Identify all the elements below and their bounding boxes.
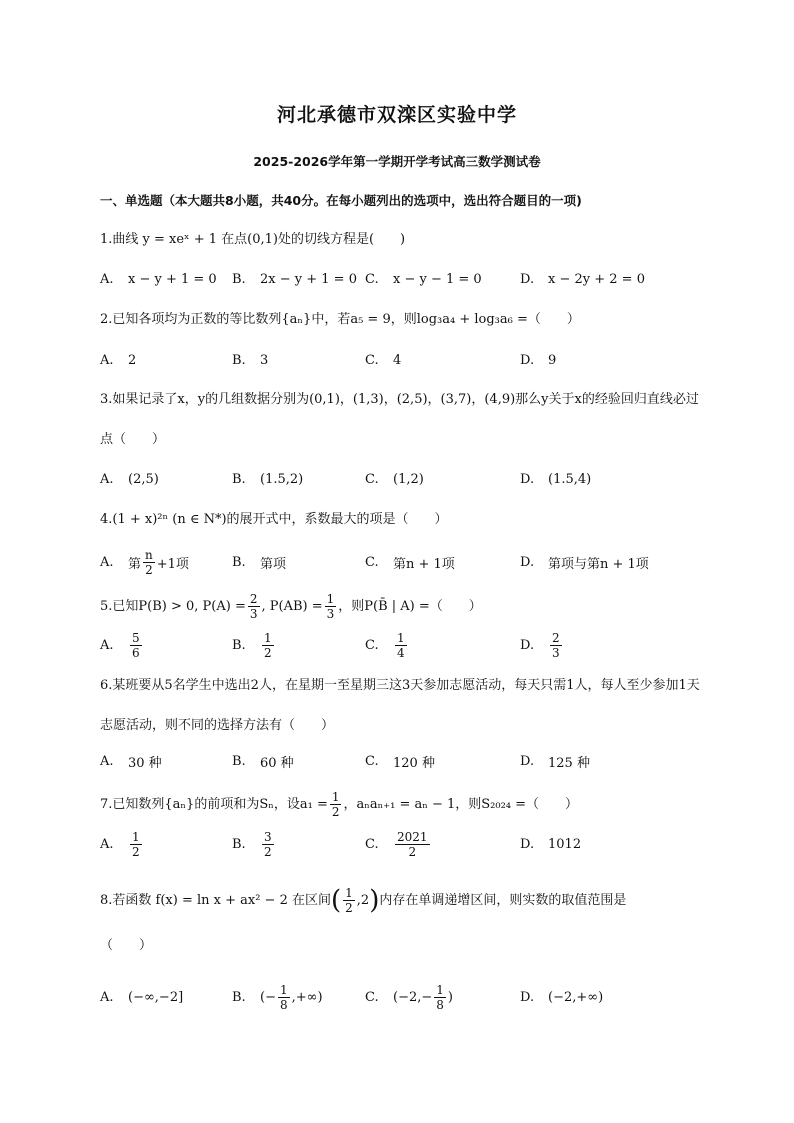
option-text: x − y + 1 = 0 (128, 271, 217, 287)
option-letter: D. (520, 471, 535, 487)
fraction: $\frac{2}{3}$ (249, 592, 258, 621)
option-text: 120 种 (393, 755, 435, 771)
option-a[interactable] (100, 262, 217, 296)
option-c[interactable] (365, 545, 455, 579)
option-letter: D. (520, 637, 535, 653)
question-6-stem: 6.某班要从5名学生中选出2人，在星期一至星期三这3天参加志愿活动，每天只需1人，每人至少参加1天志愿活动，则不同的选择方法有（ ） (100, 678, 700, 733)
fraction: $\frac{5}{6}$ (132, 630, 140, 660)
fraction: $\frac{1}{2}$ (331, 790, 340, 819)
q7-text-1: 7.已知数列{aₙ}的前项和为Sₙ，设a₁ = (100, 797, 328, 812)
option-text: 4 (393, 352, 402, 368)
question-5-stem (100, 592, 482, 621)
option-b[interactable] (232, 628, 276, 662)
option-a[interactable] (100, 545, 189, 579)
option-a[interactable] (100, 628, 144, 662)
option-text: 第项 (260, 556, 287, 572)
question-1-stem: 1.曲线 y = xeˣ + 1 在点(0,1)处的切线方程是( ) (100, 232, 406, 247)
q7-text-2: ，aₙaₙ₊₁ = aₙ − 1，则S₂₀₂₄ =（ ） (343, 797, 579, 812)
option-d[interactable] (520, 744, 590, 778)
option-c[interactable] (365, 827, 432, 861)
option-b[interactable] (232, 262, 357, 296)
option-d[interactable] (520, 462, 591, 496)
exam-title: 2025-2026学年第一学期开学考试高三数学测试卷 (253, 154, 541, 169)
option-text: (−2,+∞) (548, 989, 604, 1005)
option-text: x − 2y + 2 = 0 (548, 271, 645, 287)
option-d[interactable] (520, 980, 603, 1014)
option-text: (1.5,4) (548, 471, 592, 487)
option-d[interactable] (520, 262, 645, 296)
q5-text-1: 5.已知P(B) > 0, P(A) = (100, 599, 246, 614)
option-b[interactable] (232, 462, 303, 496)
option-a[interactable] (100, 462, 159, 496)
option-a[interactable] (100, 980, 183, 1014)
option-text: 1012 (548, 836, 582, 852)
question-3-stem: 3.如果记录了x，y的几组数据分别为(0,1)，(1,3)，(2,5)，(3,7)，(4,9)那么y关于x的经验回归直线必过点（ ） (100, 392, 699, 447)
option-letter: A. (100, 637, 114, 653)
option-c[interactable] (365, 262, 482, 296)
option-letter: B. (232, 836, 246, 852)
option-letter: B. (232, 352, 246, 368)
option-text: 2 (128, 352, 137, 368)
option-letter: B. (232, 753, 246, 769)
option-c[interactable] (365, 628, 409, 662)
option-prefix: (− (260, 989, 276, 1005)
option-letter: D. (520, 753, 535, 769)
option-a[interactable] (100, 827, 144, 861)
option-text: 30 种 (128, 755, 162, 771)
option-c[interactable] (365, 744, 435, 778)
option-letter: C. (365, 637, 379, 653)
option-a[interactable] (100, 343, 136, 377)
fraction: $\frac{1}{3}$ (326, 592, 335, 621)
option-letter: D. (520, 352, 535, 368)
option-b[interactable] (232, 827, 276, 861)
option-c[interactable] (365, 980, 453, 1014)
school-title: 河北承德市双滦区实验中学 (276, 104, 517, 126)
option-letter: C. (365, 836, 379, 852)
option-letter: C. (365, 753, 379, 769)
question-8-blank: （ ） (100, 938, 153, 953)
option-text: 第n + 1项 (393, 556, 455, 572)
fraction: $\frac{1}{8}$ (436, 982, 444, 1012)
fraction: $\frac{1}{8}$ (279, 982, 288, 1012)
option-suffix: ) (447, 989, 453, 1005)
fraction: $\frac{1}{2}$ (132, 829, 140, 859)
option-letter: C. (365, 352, 379, 368)
option-letter: C. (365, 471, 379, 487)
fraction: $\frac{2021}{2}$ (397, 829, 428, 859)
question-6-options (100, 744, 700, 778)
option-b[interactable] (232, 744, 294, 778)
question-5-options (100, 628, 700, 662)
option-letter: A. (100, 271, 114, 287)
option-letter: B. (232, 471, 246, 487)
option-c[interactable] (365, 462, 424, 496)
question-8-stem (100, 886, 626, 915)
fraction: $\frac{2}{3}$ (552, 630, 560, 660)
option-text: x − y − 1 = 0 (393, 271, 482, 287)
option-letter: D. (520, 554, 535, 570)
option-text: 125 种 (548, 755, 590, 771)
fraction: $\frac{1}{2}$ (345, 886, 353, 915)
option-letter: C. (365, 271, 379, 287)
option-d[interactable] (520, 628, 564, 662)
question-8-options (100, 980, 700, 1014)
option-letter: B. (232, 637, 246, 653)
option-text: (1,2) (393, 471, 424, 487)
fraction: $\frac{1}{4}$ (397, 630, 405, 660)
question-7-stem (100, 790, 578, 819)
option-d[interactable] (520, 827, 581, 861)
right-paren: ) (369, 885, 380, 916)
option-text: 2x − y + 1 = 0 (260, 271, 357, 287)
left-paren: ( (331, 885, 342, 916)
section-heading: 一、单选题（本大题共8小题，共40分。在每小题列出的选项中，选出符合题目的一项) (100, 193, 582, 208)
option-letter: A. (100, 836, 114, 852)
option-letter: B. (232, 989, 246, 1005)
option-prefix: (−2,− (393, 989, 433, 1005)
option-letter: A. (100, 989, 114, 1005)
question-2-stem: 2.已知各项均为正数的等比数列{aₙ}中，若a₅ = 9，则log₃a₄ + log₃a₆ =（ ） (100, 312, 580, 327)
fraction: $\frac{n}{2}$ (145, 547, 153, 577)
option-text: 9 (548, 352, 557, 368)
question-3-options (100, 462, 700, 496)
option-text: (−∞,−2] (128, 989, 184, 1005)
question-4-stem: 4.(1 + x)²ⁿ (n ∈ N*)的展开式中，系数最大的项是（ ） (100, 512, 448, 527)
fraction: $\frac{1}{2}$ (264, 630, 272, 660)
q8-text-3: 内存在单调递增区间，则实数的取值范围是 (379, 893, 627, 908)
option-letter: A. (100, 352, 114, 368)
option-letter: A. (100, 471, 114, 487)
q5-text-3: ，则P(B̄ | A) =（ ） (338, 599, 482, 614)
option-d[interactable] (520, 343, 556, 377)
option-letter: D. (520, 836, 535, 852)
option-text: (2,5) (128, 471, 159, 487)
option-a[interactable] (100, 744, 162, 778)
option-letter: A. (100, 554, 114, 570)
option-d[interactable] (520, 545, 649, 579)
q5-text-2: , P(AB) = (261, 599, 323, 614)
q8-text-1: 8.若函数 f(x) = ln x + ax² − 2 在区间 (100, 893, 331, 908)
question-4-options (100, 545, 700, 579)
question-2-options (100, 343, 700, 377)
option-b[interactable] (232, 343, 268, 377)
option-suffix: +1项 (156, 556, 189, 572)
option-b[interactable] (232, 545, 286, 579)
fraction: $\frac{3}{2}$ (264, 829, 272, 859)
option-text: 60 种 (260, 755, 294, 771)
option-letter: A. (100, 753, 114, 769)
option-letter: D. (520, 271, 535, 287)
option-b[interactable] (232, 980, 323, 1014)
question-7-options (100, 827, 700, 861)
option-letter: C. (365, 989, 379, 1005)
option-letter: B. (232, 554, 246, 570)
option-suffix: ,+∞) (291, 989, 323, 1005)
option-text: (1.5,2) (260, 471, 304, 487)
q8-text-2: ,2 (356, 893, 370, 908)
option-c[interactable] (365, 343, 401, 377)
option-text: 3 (260, 352, 269, 368)
option-text: 第项与第n + 1项 (548, 556, 649, 572)
option-text: 第 (128, 556, 142, 572)
option-letter: D. (520, 989, 535, 1005)
question-1-options (100, 262, 700, 296)
option-letter: B. (232, 271, 246, 287)
option-letter: C. (365, 554, 379, 570)
